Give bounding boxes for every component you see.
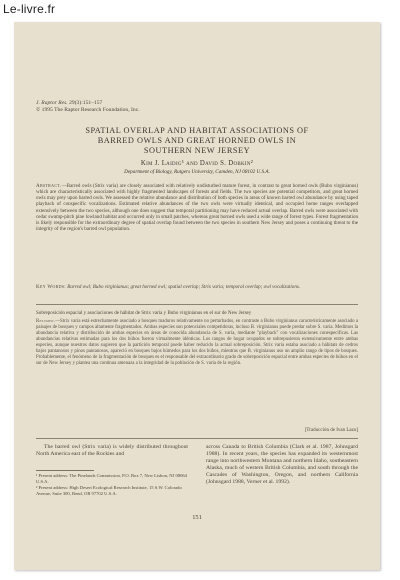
- watermark-text: Le-livre.fr: [3, 2, 56, 16]
- body-column-left: [36, 444, 188, 458]
- body-paragraph-left: The barred owl (Strix varia) is widely distributed throughout North America east of the Rockies and: [36, 444, 188, 457]
- footnotes: [36, 473, 188, 498]
- title-line-3: SOUTHERN NEW JERSEY: [143, 146, 251, 156]
- resumen-label: Resumen.: [36, 319, 56, 324]
- footnote-divider: [36, 470, 94, 471]
- title-line-2: BARRED OWLS AND GREAT HORNED OWLS IN: [97, 136, 297, 146]
- author-affiliation: Department of Biology, Rutgers University, Camden, NJ 08102 U.S.A.: [124, 169, 270, 175]
- journal-volume: 29(3):151–157: [67, 100, 103, 106]
- body-column-right: [206, 444, 358, 486]
- journal-citation: [36, 100, 140, 114]
- footnote-2: ² Present address: High Desert Ecological Research Institute, 15 S.W. Colorado Avenue, Suite 300, Bend, OR 97702 U.S.A.: [36, 485, 182, 497]
- resumen-text: —Strix varia está estrechamente asociado a bosques maduros relativamente no perturbados, en contraste a Bubo virginianus característicamente asociado a paisajes de bosques y campos altamente fragmentados. Ambas especies son potenciales competidoras, incluso B. virginianus puede predar sobre S. varia. Medimos la abundancia relativa y distribución de ambas especies en áreas de conocida abundancia de S. varia, mediante "playback" con vocalizaciones conespecíficas. Las abundancias relativas estimadas para los dos búhos fueron virtualmente idénticas. Los rangos de hogar ocupados se sobrepusieron extensivamente entre ambas especies, aunque nuestros datos sugieren que la partición temporal puede haber reducido la actual sobreposición. Strix varia estaba asociado a hábitats de cedros bajos pantanosos y pinos pantanosos, apareció en bosques bajos húmedos para los dos búhos, mientras que B. virginianus uso un amplio rango de tipos de bosques. Probablemente, el fenómeno de la fragmentación de bosques es el responsable del extraordinario grado de sobreposición espacial entre ambas especies de búhos en el sur de New Jersey y plantea una continua amenaza a la integridad de la población de S. varia de la región.: [36, 319, 358, 367]
- body-divider: [36, 438, 358, 439]
- section-divider: [36, 304, 358, 305]
- spanish-abstract: [36, 319, 358, 367]
- keywords-label: Key Words:: [36, 284, 66, 290]
- body-paragraph-right: across Canada to British Columbia (Clark et al. 1987, Johnsgard 1988). In recent years, the species has expanded its westernmost range into northwestern Montana and northern Idaho, southeastern Alaska, much of western British Columbia, and south through the Cascades of Washington, Oregon, and northern California (Johnsgard 1988, Verner et al. 1992).: [206, 444, 358, 485]
- translation-credit: [Traducción de Ivan Lazo]: [304, 428, 358, 433]
- title-line-1: SPATIAL OVERLAP AND HABITAT ASSOCIATIONS OF: [85, 126, 309, 135]
- page-number: 151: [192, 514, 202, 521]
- key-words: [36, 284, 358, 290]
- author-line: Kim J. Laidig¹ and David S. Dobkin²: [140, 160, 254, 167]
- footnote-1: ¹ Present address: The Pinelands Commission, P.O. Box 7, New Lisbon, NJ 08064 U.S.A.: [36, 473, 187, 484]
- journal-name: J. Raptor Res.: [36, 100, 68, 106]
- article-title: [34, 126, 360, 157]
- spanish-title: Sobreposición espacial y asociaciones de hábitat de Strix varia y Bubo virginianus en el sur de New Jersey: [36, 310, 252, 316]
- keywords-text: Barred owl; Bubo virginianus; great horned owl; spatial overlap; Strix varia; temporal overlap; owl vocalizations.: [65, 284, 301, 290]
- abstract-label: Abstract.: [36, 183, 62, 189]
- copyright-line: © 1995 The Raptor Research Foundation, Inc.: [36, 107, 140, 113]
- abstract-text: —Barred owls (Strix varia) are closely associated with relatively undisturbed mature forest, in contrast to great horned owls (Bubo virginianus) which are characteristically associated with highly fragmented landscapes of forests and fields. The two species are potential competitors, and great horned owls may prey upon barred owls. We assessed the relative abundance and distribution of both species in areas of known barred owl abundance by using taped playback of conspecific vocalizations. Estimated relative abundances of the two owls were virtually identical, and occupied home ranges overlapped extensively between the two species, although one does suggest that temporal partitioning may have reduced actual overlap. Barred owls were associated with cedar swamp-pitch pine lowland habitat and occurred only in small patches, whereas great horned owls used a wide range of forest types. Forest fragmentation is likely responsible for the extraordinary degree of spatial overlap found between the two species in southern New Jersey and poses a continuing threat to the integrity of the region's barred owl population.: [36, 183, 358, 233]
- document-page: [14, 22, 380, 570]
- english-abstract: [36, 183, 358, 232]
